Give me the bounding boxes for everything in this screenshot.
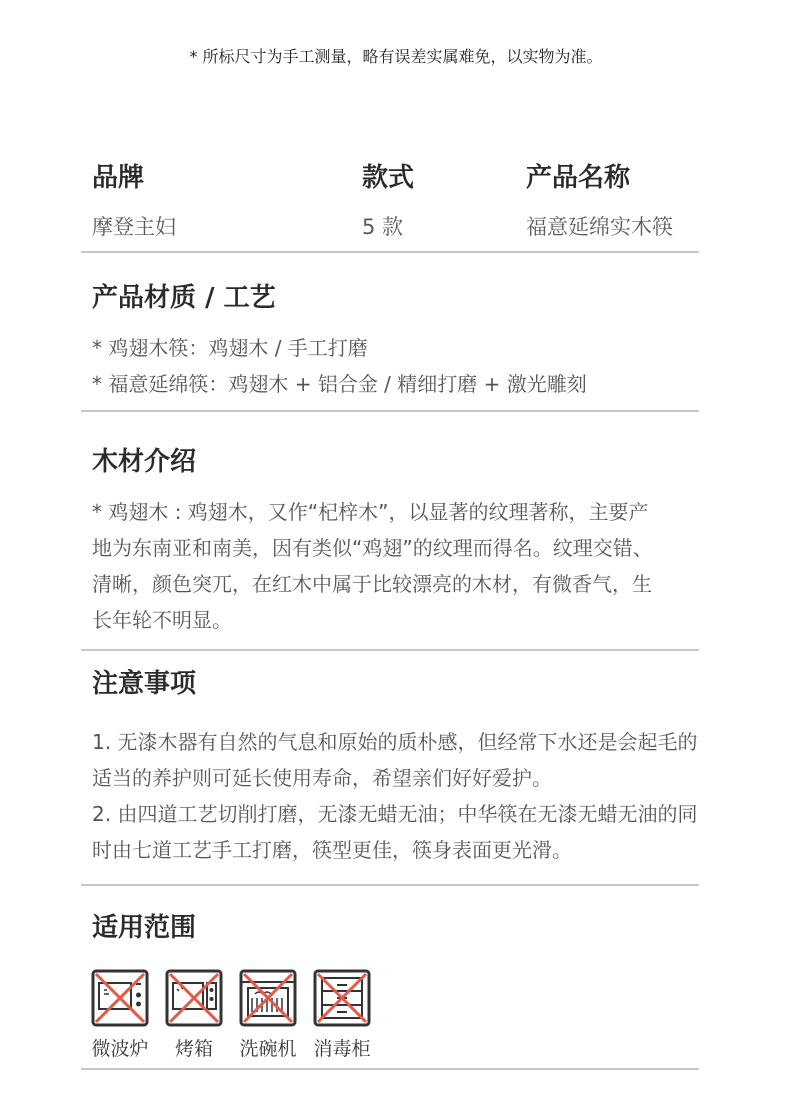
notice-line: 适当的养护则可延长使用寿命，希望亲们好好爱护。 (92, 766, 552, 790)
notice-line: 2. 由四道工艺切削打磨，无漆无蜡无油；中华筷在无漆无蜡无油的同 (92, 802, 698, 826)
product-name-header: 产品名称 (526, 163, 631, 193)
divider (81, 1068, 699, 1070)
wood-line: 地为东南亚和南美，因有类似“鸡翅”的纹理而得名。纹理交错、 (92, 536, 653, 560)
material-line: * 鸡翅木筷：鸡翅木 / 手工打磨 (92, 336, 368, 360)
brand-value: 摩登主妇 (92, 215, 176, 239)
material-line: * 福意延绵筷：鸡翅木 + 铝合金 / 精细打磨 + 激光雕刻 (92, 372, 587, 396)
scope-label: 消毒柜 (313, 1038, 371, 1060)
scope-item (312, 968, 372, 1061)
scope-item (164, 968, 224, 1061)
scope-item (90, 968, 150, 1061)
divider (81, 884, 699, 886)
scope-label: 烤箱 (174, 1038, 213, 1060)
style-value: 5 款 (362, 215, 404, 239)
product-name-column (526, 160, 673, 242)
scope-label: 洗碗机 (239, 1038, 297, 1060)
scope-icons (90, 968, 386, 1061)
brand-header: 品牌 (92, 163, 145, 193)
scope-label: 微波炉 (91, 1038, 149, 1060)
notice-title: 注意事项 (92, 669, 197, 699)
notice-line: 1. 无漆木器有自然的气息和原始的质朴感，但经常下水还是会起毛的 (92, 730, 698, 754)
wood-line: 长年轮不明显。 (92, 608, 232, 632)
material-text (92, 330, 706, 402)
scope-item (238, 968, 298, 1061)
wood-text (92, 494, 706, 638)
oven-icon (164, 968, 224, 1028)
microwave-icon (90, 968, 150, 1028)
divider (81, 251, 699, 253)
product-name-value: 福意延绵实木筷 (526, 215, 673, 239)
measurement-note: * 所标尺寸为手工测量，略有误差实属难免，以实物为准。 (189, 47, 603, 66)
sterilizer-cabinet-icon (312, 968, 372, 1028)
style-column (362, 160, 414, 242)
notice-text (92, 724, 706, 868)
divider (81, 649, 699, 651)
material-title: 产品材质 / 工艺 (92, 283, 276, 313)
scope-title: 适用范围 (92, 913, 197, 943)
divider (81, 410, 699, 412)
brand-column (92, 160, 176, 242)
wood-title: 木材介绍 (92, 447, 197, 477)
wood-line: * 鸡翅木 : 鸡翅木，又作“杞梓木”，以显著的纹理著称，主要产 (92, 500, 649, 524)
wood-line: 清晰，颜色突兀，在红木中属于比较漂亮的木材，有微香气，生 (92, 572, 652, 596)
dishwasher-icon (238, 968, 298, 1028)
style-header: 款式 (362, 163, 415, 193)
notice-line: 时由七道工艺手工打磨，筷型更佳，筷身表面更光滑。 (92, 838, 572, 862)
